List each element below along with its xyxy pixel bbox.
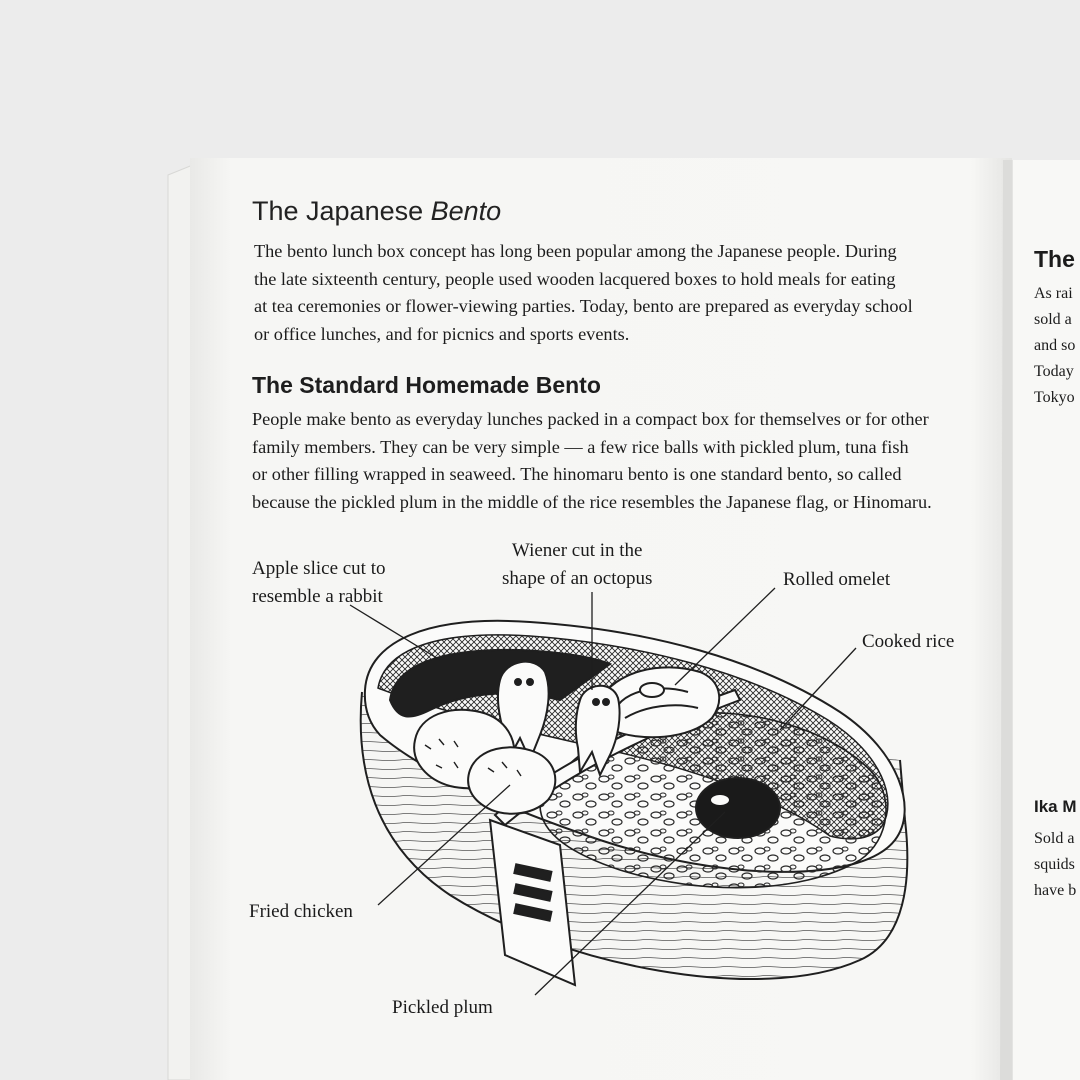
plum-highlight (711, 795, 729, 805)
intro-line: or office lunches, and for picnics and sports events. (254, 323, 630, 344)
next-page-subtitle: Ika M (1034, 797, 1077, 816)
label-fried-chicken: Fried chicken (249, 901, 353, 922)
next-page-text-2 (1034, 826, 1076, 904)
title-italic: Bento (430, 196, 502, 226)
label-pickled-plum: Pickled plum (392, 997, 493, 1018)
next-page-line: squids (1034, 856, 1075, 873)
next-page-line: Tokyo (1034, 389, 1075, 406)
pickled-plum (696, 778, 780, 838)
next-page-text (1034, 281, 1075, 411)
label-cooked-rice: Cooked rice (862, 631, 955, 652)
label-wiener (502, 537, 652, 593)
label-apple-line-1: Apple slice cut to (252, 558, 386, 579)
page-title (252, 196, 501, 227)
next-page-line: have b (1034, 882, 1077, 899)
label-apple-line-2: resemble a rabbit (252, 586, 383, 607)
intro-line: at tea ceremonies or flower-viewing parties. Today, bento are prepared as everyday school (254, 296, 913, 316)
next-page-line: As rai (1034, 285, 1073, 302)
intro-line: The bento lunch box concept has long been popular among the Japanese people. During (254, 241, 897, 261)
label-wiener-line-2: shape of an octopus (502, 568, 653, 589)
intro-line: the late sixteenth century, people used wooden lacquered boxes to hold meals for eating (254, 268, 896, 289)
next-page-title: The (1034, 246, 1075, 272)
body-paragraph (252, 406, 992, 516)
intro-paragraph (254, 238, 974, 348)
next-page-line: Sold a (1034, 830, 1075, 847)
next-page-line: Today (1034, 363, 1074, 380)
body-line: family members. They can be very simple — a few rice balls with pickled plum, tuna fish (252, 436, 909, 457)
section-heading: The Standard Homemade Bento (252, 372, 601, 398)
next-page-line: and so (1034, 337, 1076, 354)
body-line: because the pickled plum in the middle of the rice resembles the Japanese flag, or Hinomaru. (252, 491, 932, 512)
body-line: or other filling wrapped in seaweed. The hinomaru bento is one standard bento, so called (252, 464, 902, 484)
label-wiener-line-1: Wiener cut in the (511, 540, 643, 561)
title-regular: The Japanese (252, 196, 431, 226)
next-page-line: sold a (1034, 311, 1072, 328)
body-line: People make bento as everyday lunches packed in a compact box for themselves or for other (252, 409, 929, 429)
label-rolled-omelet: Rolled omelet (783, 569, 891, 590)
label-apple-slice (252, 555, 386, 611)
